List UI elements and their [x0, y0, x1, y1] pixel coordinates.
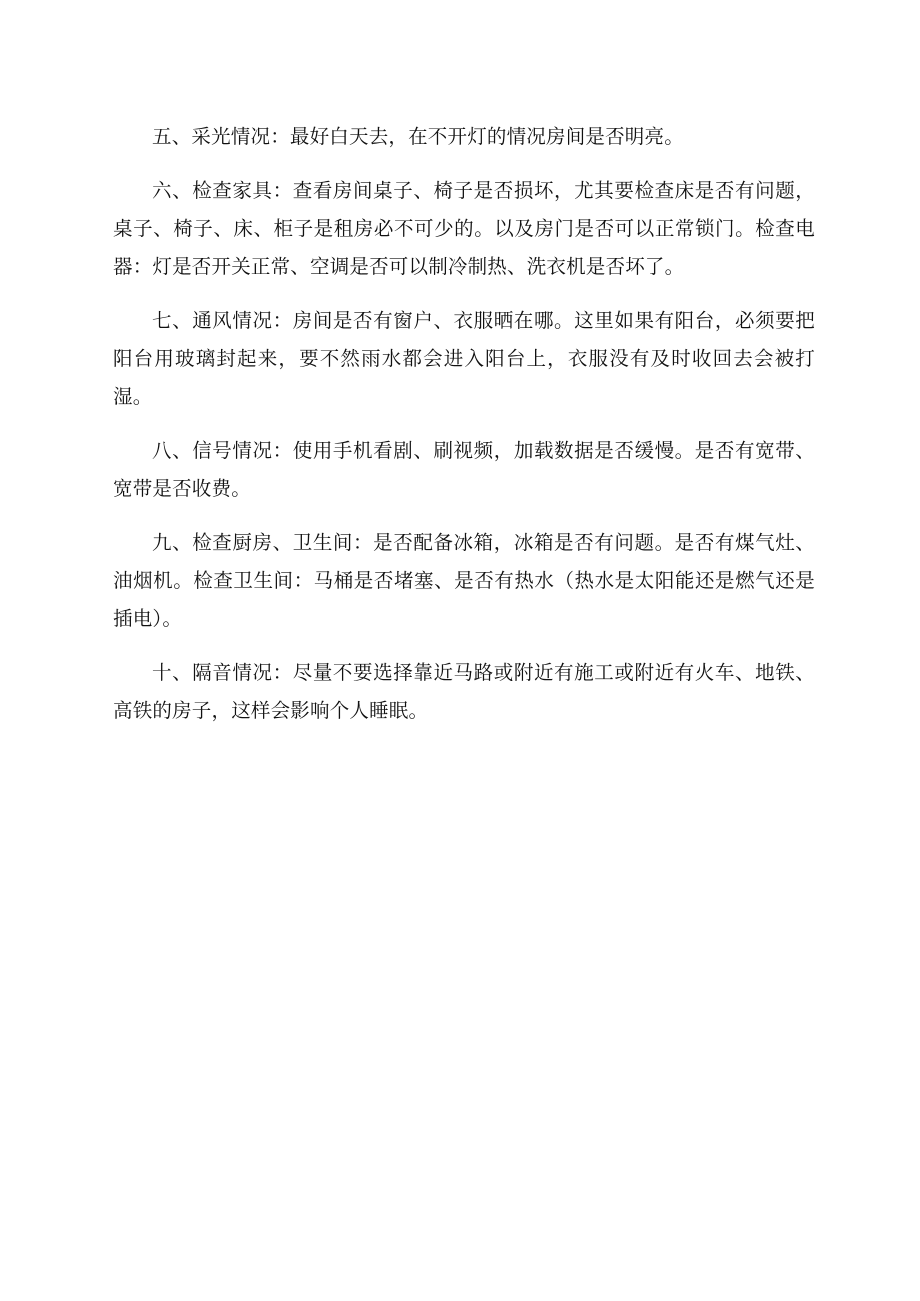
paragraph-ventilation: 七、通风情况：房间是否有窗户、衣服晒在哪。这里如果有阳台，必须要把阳台用玻璃封起来，要不然雨水都会进入阳台上，衣服没有及时收回去会被打湿。	[113, 309, 815, 408]
paragraph-signal: 八、信号情况：使用手机看剧、刷视频，加载数据是否缓慢。是否有宽带、宽带是否收费。	[113, 439, 815, 500]
document-body	[113, 118, 815, 746]
paragraph-lighting: 五、采光情况：最好白天去，在不开灯的情况房间是否明亮。	[152, 125, 684, 148]
paragraph-kitchen-bathroom: 九、检查厨房、卫生间：是否配备冰箱，冰箱是否有问题。是否有煤气灶、油烟机。检查卫生间：马桶是否堵塞、是否有热水（热水是太阳能还是燃气还是插电）。	[113, 531, 815, 630]
paragraph-soundproofing: 十、隔音情况：尽量不要选择靠近马路或附近有施工或附近有火车、地铁、高铁的房子，这样会影响个人睡眠。	[113, 661, 815, 722]
paragraph-furniture: 六、检查家具：查看房间桌子、椅子是否损坏，尤其要检查床是否有问题，桌子、椅子、床、柜子是租房必不可少的。以及房门是否可以正常锁门。检查电器：灯是否开关正常、空调是否可以制冷制热、洗衣机是否坏了。	[113, 179, 815, 278]
